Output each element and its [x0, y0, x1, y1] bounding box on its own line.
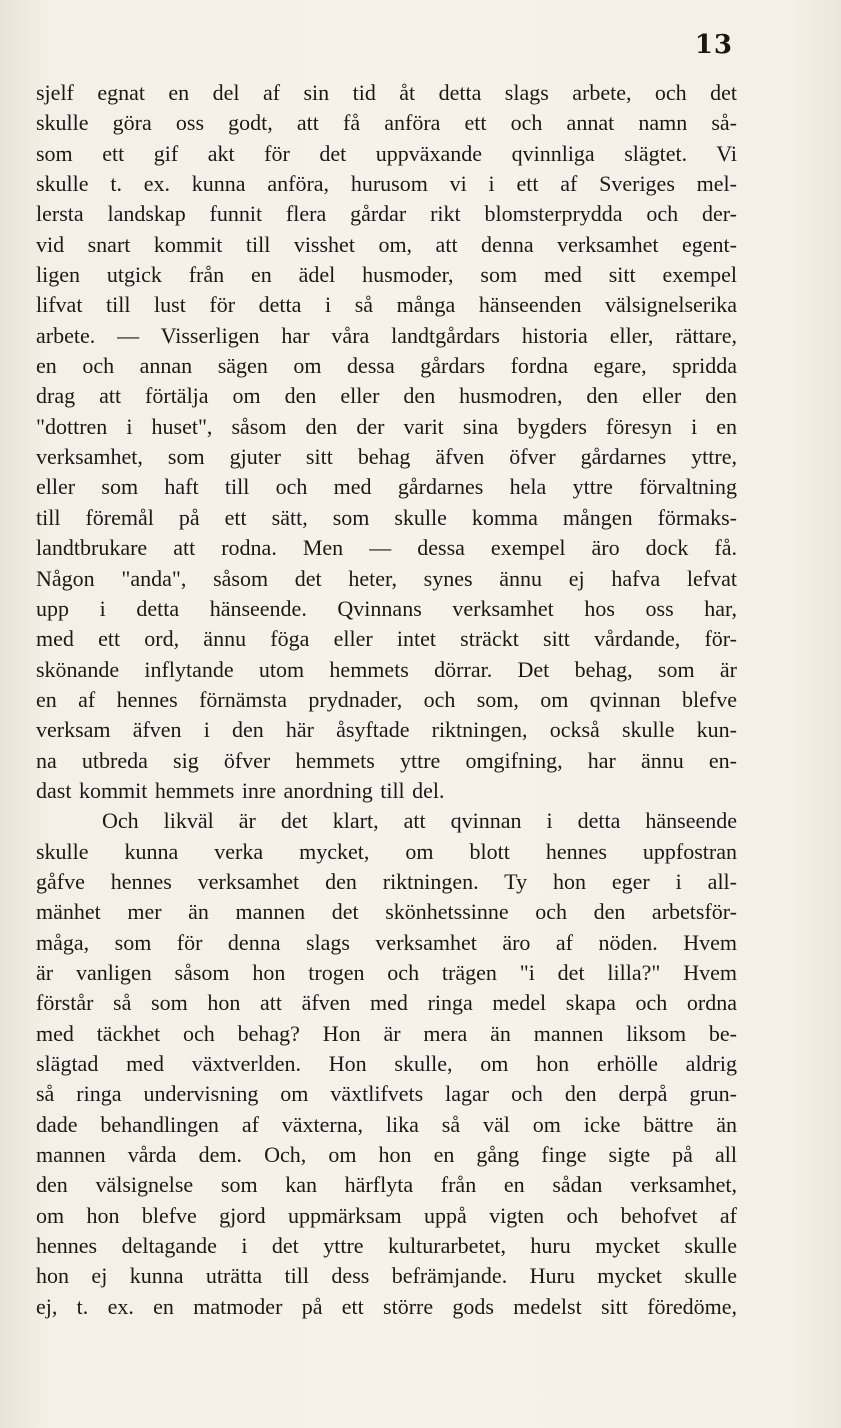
text-line: gåfve hennes verksamhet den riktningen. Ty hon eger i all-	[36, 868, 737, 894]
text-line: Någon "anda", såsom det heter, synes ännu ej hafva lefvat	[36, 565, 737, 591]
text-line: skulle t. ex. kunna anföra, hurusom vi i ett af Sveriges mel-	[36, 171, 737, 197]
text-line: lifvat till lust för detta i så många hänseenden välsignelserika	[36, 292, 737, 318]
text-line: med täckhet och behag? Hon är mera än mannen liksom be-	[36, 1020, 737, 1046]
text-line: förstår så som hon att äfven med ringa medel skapa och ordna	[36, 990, 737, 1016]
text-line: na utbreda sig öfver hemmets yttre omgifning, har ännu en-	[36, 747, 737, 773]
text-line: är vanligen såsom hon trogen och trägen "i det lilla?" Hvem	[36, 959, 737, 985]
text-line: verksamhet, som gjuter sitt behag äfven öfver gårdarnes yttre,	[36, 444, 737, 470]
body-text	[36, 78, 737, 1322]
text-line: sjelf egnat en del af sin tid åt detta slags arbete, och det	[36, 80, 737, 105]
text-line: skulle kunna verka mycket, om blott hennes uppfostran	[36, 838, 737, 864]
text-line: vid snart kommit till visshet om, att denna verksamhet egent-	[36, 231, 737, 257]
text-line: en af hennes förnämsta prydnader, och som, om qvinnan blefve	[36, 686, 737, 712]
text-line: eller som haft till och med gårdarnes hela yttre förvaltning	[36, 474, 737, 500]
text-line: ej, t. ex. en matmoder på ett större gods medelst sitt föredöme,	[36, 1293, 737, 1319]
paragraph-end-line: dast kommit hemmets inre anordning till del.	[36, 777, 445, 803]
text-line: hon ej kunna uträtta till dess befrämjande. Huru mycket skulle	[36, 1263, 737, 1289]
text-line: så ringa undervisning om växtlifvets lagar och den derpå grun-	[36, 1081, 737, 1107]
text-line: som ett gif akt för det uppväxande qvinnliga slägtet. Vi	[36, 140, 737, 166]
text-line: slägtad med växtverlden. Hon skulle, om hon erhölle aldrig	[36, 1051, 737, 1076]
text-line: lersta landskap funnit flera gårdar rikt blomsterprydda och der-	[36, 201, 737, 227]
text-line: mänhet mer än mannen det skönhetssinne och den arbetsför-	[36, 899, 737, 925]
text-line: landtbrukare att rodna. Men — dessa exempel äro dock få.	[36, 535, 737, 561]
page-number: 13	[694, 30, 733, 60]
paragraph-start-line: Och likväl är det klart, att qvinnan i detta hänseende	[102, 808, 737, 834]
text-line: måga, som för denna slags verksamhet äro af nöden. Hvem	[36, 929, 737, 955]
text-line: "dottren i huset", såsom den der varit sina bygders föresyn i en	[36, 413, 737, 439]
text-line: arbete. — Visserligen har våra landtgårdars historia eller, rättare,	[36, 322, 737, 348]
text-line: en och annan sägen om dessa gårdars fordna egare, spridda	[36, 353, 737, 379]
text-line: ligen utgick från en ädel husmoder, som med sitt exempel	[36, 262, 737, 288]
text-line: upp i detta hänseende. Qvinnans verksamhet hos oss har,	[36, 595, 737, 621]
text-line: mannen vårda dem. Och, om hon en gång finge sigte på all	[36, 1142, 737, 1168]
text-line: skönande inflytande utom hemmets dörrar. Det behag, som är	[36, 656, 737, 682]
text-line: drag att förtälja om den eller den husmodren, den eller den	[36, 383, 737, 409]
text-line: den välsignelse som kan härflyta från en sådan verksamhet,	[36, 1172, 737, 1198]
text-line: verksam äfven i den här åsyftade riktningen, också skulle kun-	[36, 717, 737, 743]
text-line: med ett ord, ännu föga eller intet sträckt sitt vårdande, för-	[36, 626, 737, 652]
text-line: dade behandlingen af växterna, lika så väl om icke bättre än	[36, 1111, 737, 1137]
text-line: till föremål på ett sätt, som skulle komma mången förmaks-	[36, 504, 737, 530]
text-line: hennes deltagande i det yttre kulturarbetet, huru mycket skulle	[36, 1233, 737, 1259]
text-line: skulle göra oss godt, att få anföra ett och annat namn så-	[36, 110, 737, 136]
text-line: om hon blefve gjord uppmärksam uppå vigten och behofvet af	[36, 1202, 737, 1228]
